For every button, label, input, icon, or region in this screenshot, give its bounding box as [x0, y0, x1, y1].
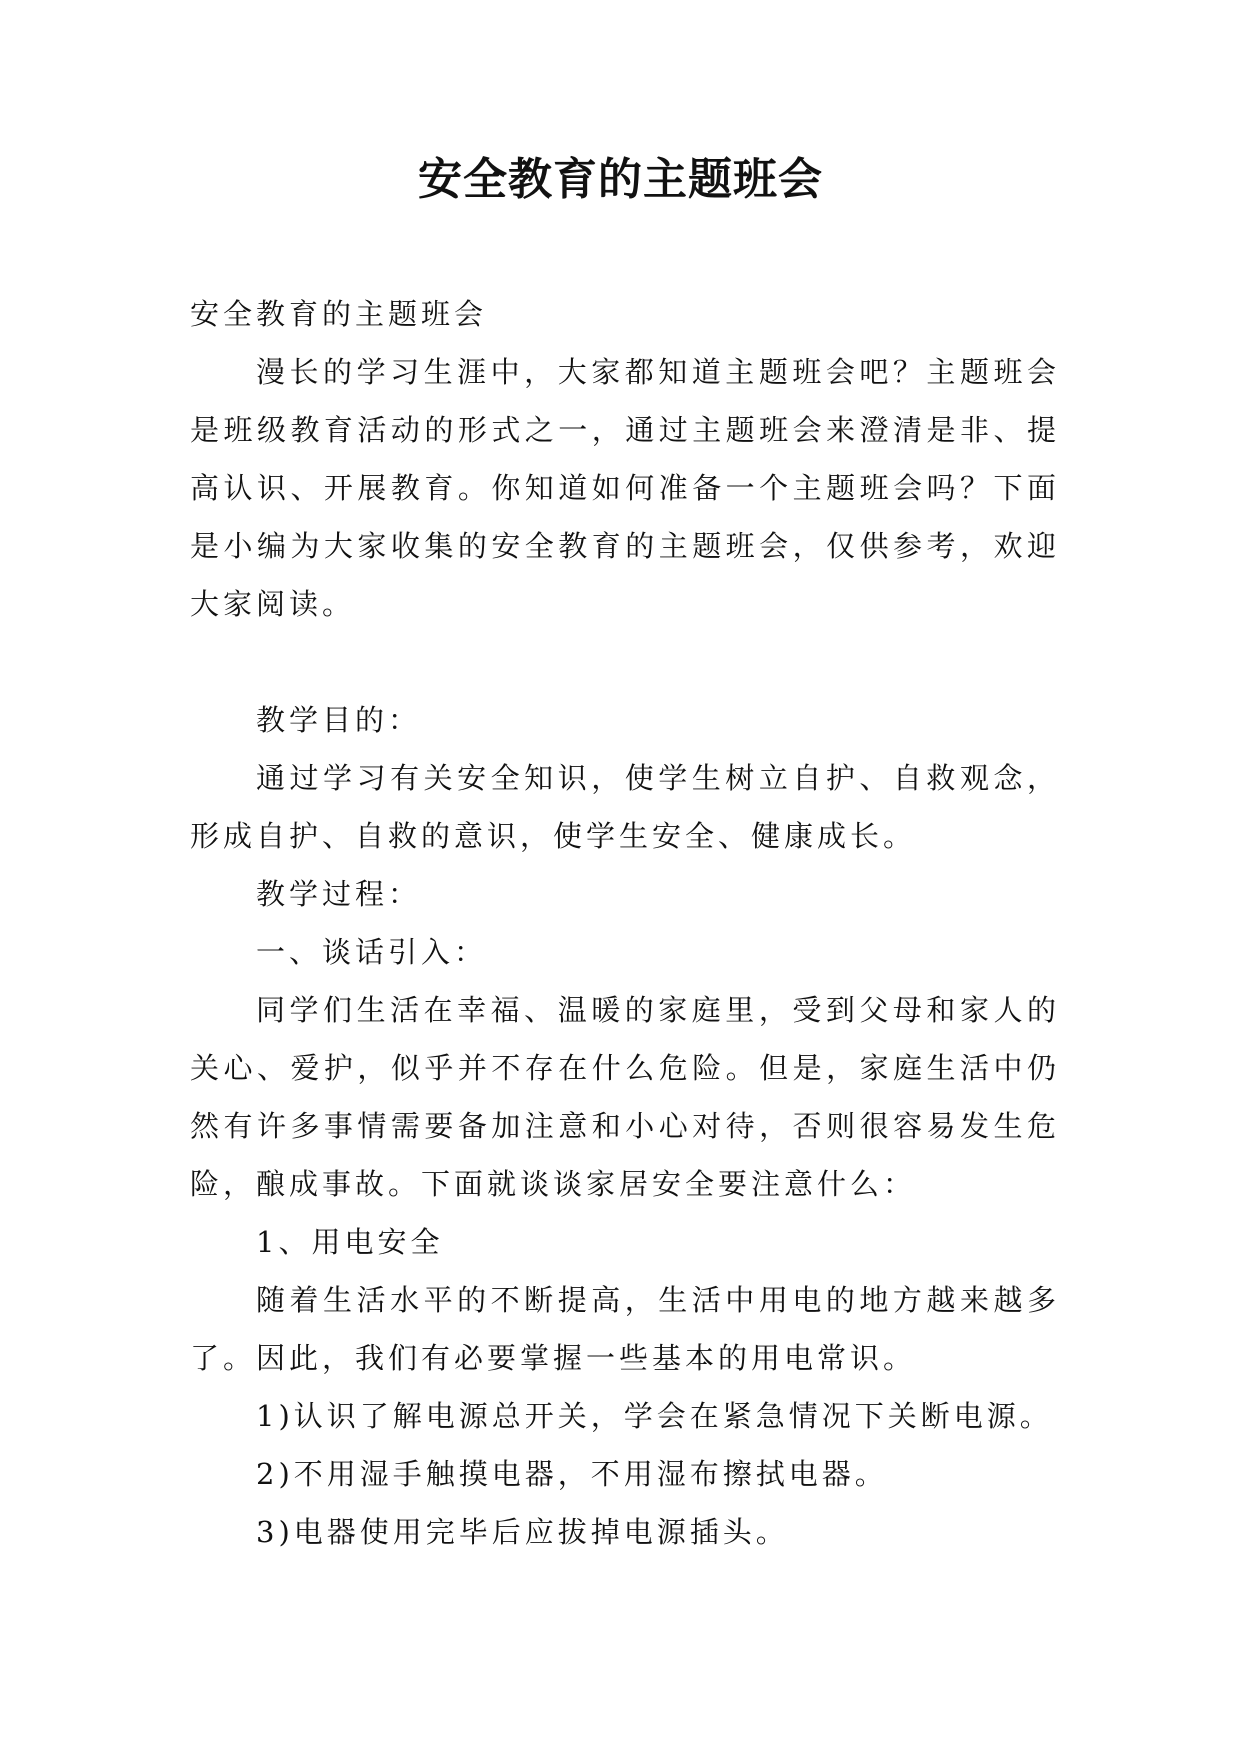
section-heading-electric-safety: 1、用电安全: [256, 1225, 444, 1259]
document-body: [190, 285, 1060, 1561]
list-item: 2)不用湿手触摸电器，不用湿布擦拭电器。: [256, 1457, 888, 1491]
document-title: 安全教育的主题班会: [418, 154, 823, 205]
intro-talk-paragraph: 同学们生活在幸福、温暖的家庭里，受到父母和家人的关心、爱护，似乎并不存在什么危险。但是，家庭生活中仍然有许多事情需要备加注意和小心对待，否则很容易发生危险，酿成事故。下面就谈谈家居安全要注意什么：: [190, 993, 1060, 1201]
electric-safety-paragraph: 随着生活水平的不断提高，生活中用电的地方越来越多了。因此，我们有必要掌握一些基本的用电常识。: [190, 1283, 1060, 1375]
document-subtitle: 安全教育的主题班会: [190, 297, 488, 331]
section-heading-intro-talk: 一、谈话引入：: [256, 935, 488, 969]
intro-paragraph: 漫长的学习生涯中，大家都知道主题班会吧？主题班会是班级教育活动的形式之一，通过主题班会来澄清是非、提高认识、开展教育。你知道如何准备一个主题班会吗？下面是小编为大家收集的安全教育的主题班会，仅供参考，欢迎大家阅读。: [190, 355, 1060, 621]
list-item: 3)电器使用完毕后应拔掉电源插头。: [256, 1515, 789, 1549]
section-heading-process: 教学过程：: [256, 877, 422, 911]
section-heading-objective: 教学目的：: [256, 703, 422, 737]
blank-line: [190, 633, 1060, 691]
list-item: 1)认识了解电源总开关，学会在紧急情况下关断电源。: [256, 1399, 1053, 1433]
objective-paragraph: 通过学习有关安全知识，使学生树立自护、自救观念，形成自护、自救的意识，使学生安全、健康成长。: [190, 761, 1060, 853]
